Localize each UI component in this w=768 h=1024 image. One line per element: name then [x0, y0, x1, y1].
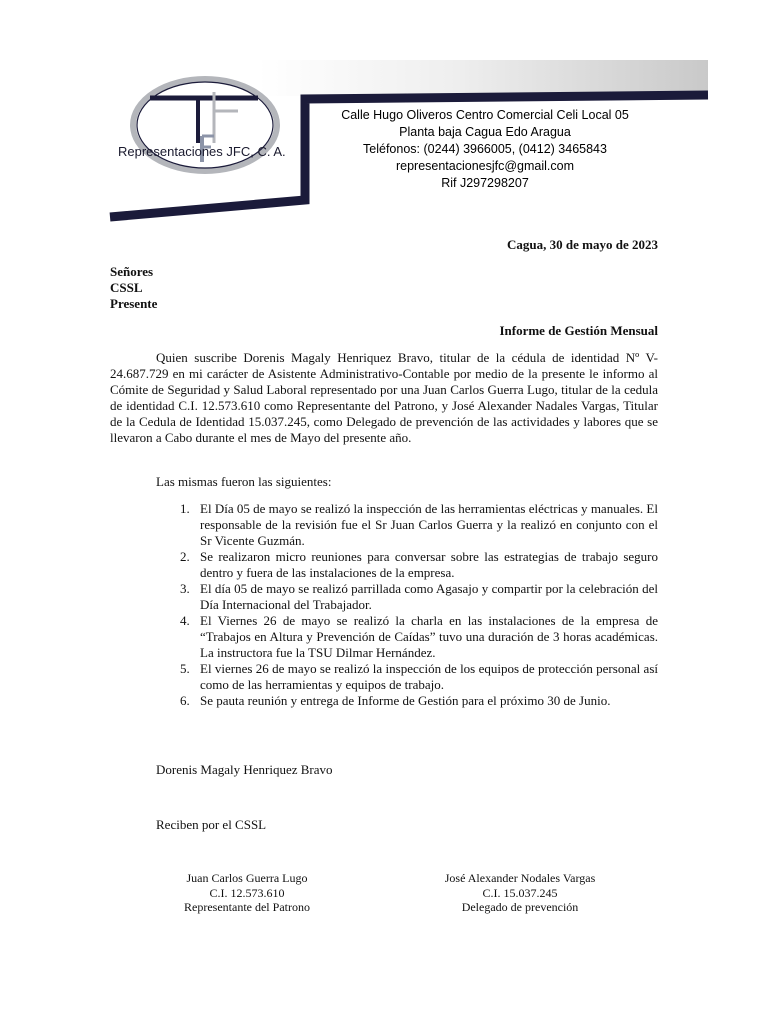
- list-item-number: 1.: [180, 501, 190, 516]
- signature-name: José Alexander Nodales Vargas: [444, 871, 596, 885]
- list-item: [156, 613, 658, 661]
- list-item-text: El día 05 de mayo se realizó parrillada como Agasajo y compartir por la celebración del Día Internacional del Trabajador.: [200, 581, 658, 612]
- address-line-2: Planta baja Cagua Edo Aragua: [399, 125, 571, 139]
- signature-id: C.I. 15.037.245: [482, 885, 558, 900]
- recipient-line: CSSL: [110, 280, 143, 295]
- signature-block-patrono: [127, 871, 367, 915]
- company-contact-info: [330, 107, 640, 192]
- signer-name: Dorenis Magaly Henriquez Bravo: [156, 762, 333, 777]
- list-item-text: El Día 05 de mayo se realizó la inspección de las herramientas eléctricas y manuales. El responsable de la revisión fue el Sr Juan Carlos Guerra y la realizó en conjunto con el Sr Vicente Guzmán.: [200, 501, 658, 548]
- header-band: [258, 60, 708, 96]
- signature-name: Juan Carlos Guerra Lugo: [186, 871, 308, 885]
- company-name: Representaciones JFC, C. A.: [118, 144, 286, 159]
- list-item-number: 6.: [180, 693, 190, 708]
- list-item-text: Se pauta reunión y entrega de Informe de Gestión para el próximo 30 de Junio.: [200, 693, 611, 708]
- recipient-line: Presente: [110, 296, 158, 311]
- list-item-text: El viernes 26 de mayo se realizó la inspección de los equipos de protección personal así como de las herramientas y equipos de trabajo.: [200, 661, 658, 692]
- list-item-text: Se realizaron micro reuniones para conversar sobre las estrategias de trabajo seguro dentro y fuera de las instalaciones de la empresa.: [200, 549, 658, 580]
- signature-role: Representante del Patrono: [184, 900, 310, 914]
- list-item: [156, 693, 658, 709]
- phone-numbers: Teléfonos: (0244) 3966005, (0412) 3465843: [363, 142, 607, 156]
- list-intro: Las mismas fueron las siguientes:: [156, 474, 332, 489]
- list-item: [156, 501, 658, 549]
- list-item-number: 2.: [180, 549, 190, 564]
- email-address: representacionesjfc@gmail.com: [395, 159, 575, 173]
- activity-list: [156, 501, 658, 709]
- signature-block-delegado: [400, 871, 640, 915]
- letter-subject: Informe de Gestión Mensual: [499, 323, 658, 338]
- signature-id: C.I. 12.573.610: [209, 885, 285, 900]
- recipient-line: Señores: [110, 264, 154, 279]
- list-item-number: 5.: [180, 661, 190, 676]
- list-item: [156, 661, 658, 693]
- list-item-number: 3.: [180, 581, 190, 596]
- rif-number: Rif J297298207: [441, 176, 529, 190]
- list-item: [156, 549, 658, 581]
- received-by-label: Reciben por el CSSL: [156, 817, 267, 832]
- letter-date: Cagua, 30 de mayo de 2023: [507, 237, 658, 252]
- list-item-number: 4.: [180, 613, 190, 628]
- list-item: [156, 581, 658, 613]
- recipient-block: [110, 264, 157, 312]
- list-item-text: El Viernes 26 de mayo se realizó la charla en las instalaciones de la empresa de “Trabajos en Altura y Prevención de Caídas” tuvo una duración de 3 horas académicas. La instructora fue la TSU Dilmar Hernández.: [200, 613, 658, 660]
- body-paragraph: Quien suscribe Dorenis Magaly Henriquez Bravo, titular de la cédula de identidad Nº V-24.687.729 en mi carácter de Asistente Administrativo-Contable por medio de la presente le informo al Cómite de Seguridad y Salud Laboral representado por una Juan Carlos Guerra Lugo, titular de la cedula de identidad C.I. 12.573.610 como Representante del Patrono, y José Alexander Nadales Vargas, Titular de la Cedula de Identidad 15.037.245, como Delegado de prevención de las actividades y labores que se llevaron a Cabo durante el mes de Mayo del presente año.: [110, 350, 658, 445]
- address-line-1: Calle Hugo Oliveros Centro Comercial Celi Local 05: [341, 108, 629, 122]
- signature-role: Delegado de prevención: [461, 900, 579, 914]
